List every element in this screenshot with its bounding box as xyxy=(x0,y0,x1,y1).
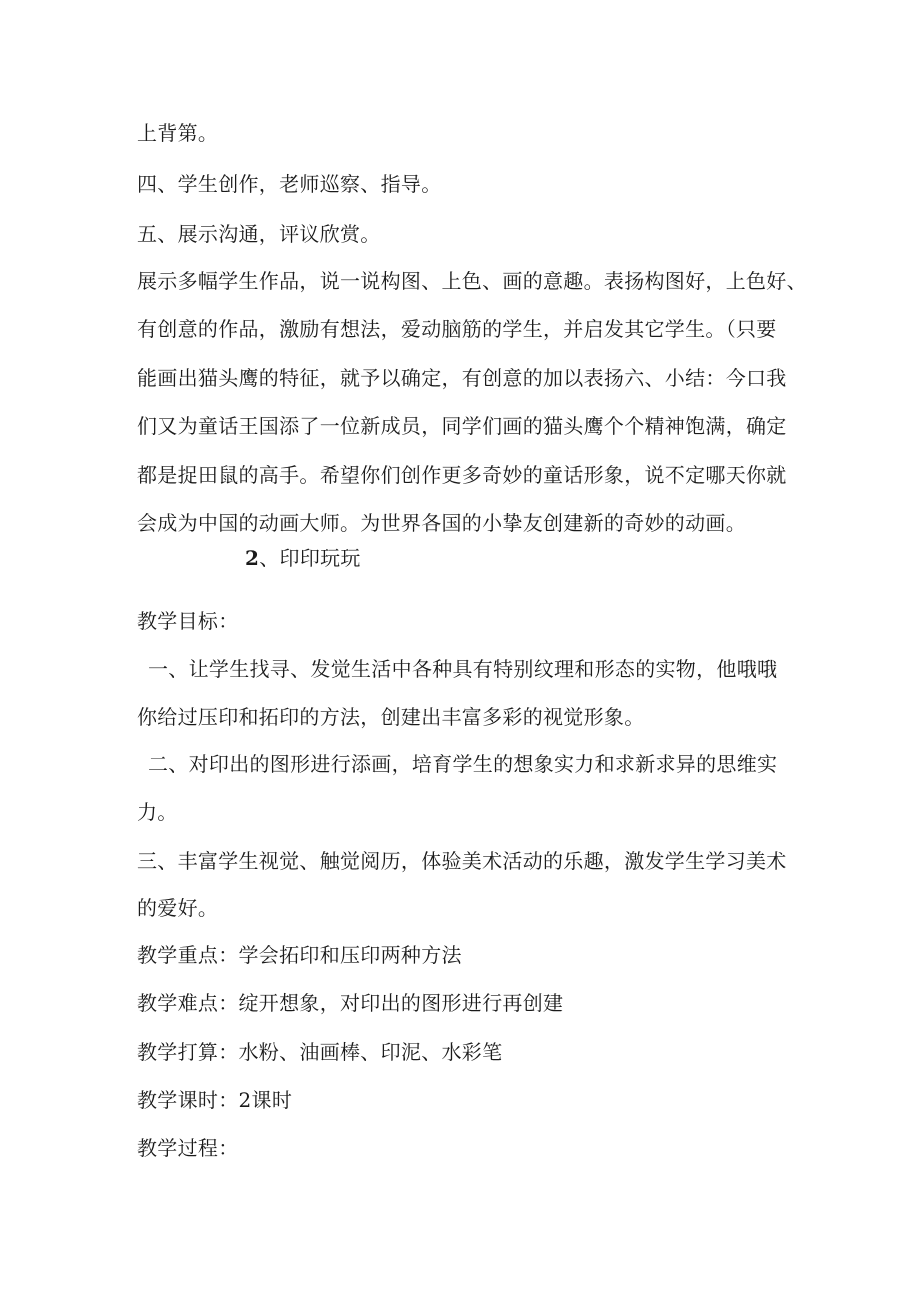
section-heading xyxy=(245,546,361,570)
body-line: 教学课时：2课时 xyxy=(137,1088,293,1112)
paragraph-line: 五、展示沟通，评议欣赏。 xyxy=(137,222,381,246)
body-line: 教学打算：水粉、油画棒、印泥、水彩笔 xyxy=(137,1040,503,1064)
body-line: 的爱好。 xyxy=(137,896,219,920)
body-line: 教学重点：学会拓印和压印两种方法 xyxy=(137,943,462,967)
paragraph-line: 会成为中国的动画大师。为世界各国的小挚友创建新的奇妙的动画。 xyxy=(137,511,746,535)
paragraph-line: 们又为童话王国添了一位新成员，同学们画的猫头鹰个个精神饱满，确定 xyxy=(137,414,787,438)
paragraph-line: 上背第。 xyxy=(137,121,219,145)
paragraph-line: 展示多幅学生作品，说一说构图、上色、画的意趣。表扬构图好，上色好、 xyxy=(137,269,807,293)
body-line: 你给过压印和拓印的方法，创建出丰富多彩的视觉形象。 xyxy=(137,705,645,729)
section-title: 、印印玩玩 xyxy=(259,546,361,570)
section-number: 2 xyxy=(245,546,260,570)
paragraph-line: 四、学生创作，老师巡察、指导。 xyxy=(137,172,442,196)
paragraph-line: 有创意的作品，激励有想法，爱动脑筋的学生，并启发其它学生。（只要 xyxy=(137,317,777,341)
paragraph-line: 都是捉田鼠的高手。希望你们创作更多奇妙的童话形象，说不定哪天你就 xyxy=(137,463,787,487)
body-line: 三、丰富学生视觉、触觉阅历，体验美术活动的乐趣，激发学生学习美术 xyxy=(137,849,787,873)
body-line: 教学难点：绽开想象，对印出的图形进行再创建 xyxy=(137,991,564,1015)
body-line: 力。 xyxy=(137,800,178,824)
body-line: 一、让学生找寻、发觉生活中各种具有特别纹理和形态的实物，他哦哦 xyxy=(148,657,778,681)
body-line: 二、对印出的图形进行添画，培育学生的想象实力和求新求异的思维实 xyxy=(148,752,778,776)
paragraph-line: 能画出猫头鹰的特征，就予以确定，有创意的加以表扬六、小结：今口我 xyxy=(137,366,787,390)
body-line: 教学目标： xyxy=(137,609,239,633)
body-line: 教学过程： xyxy=(137,1136,239,1160)
